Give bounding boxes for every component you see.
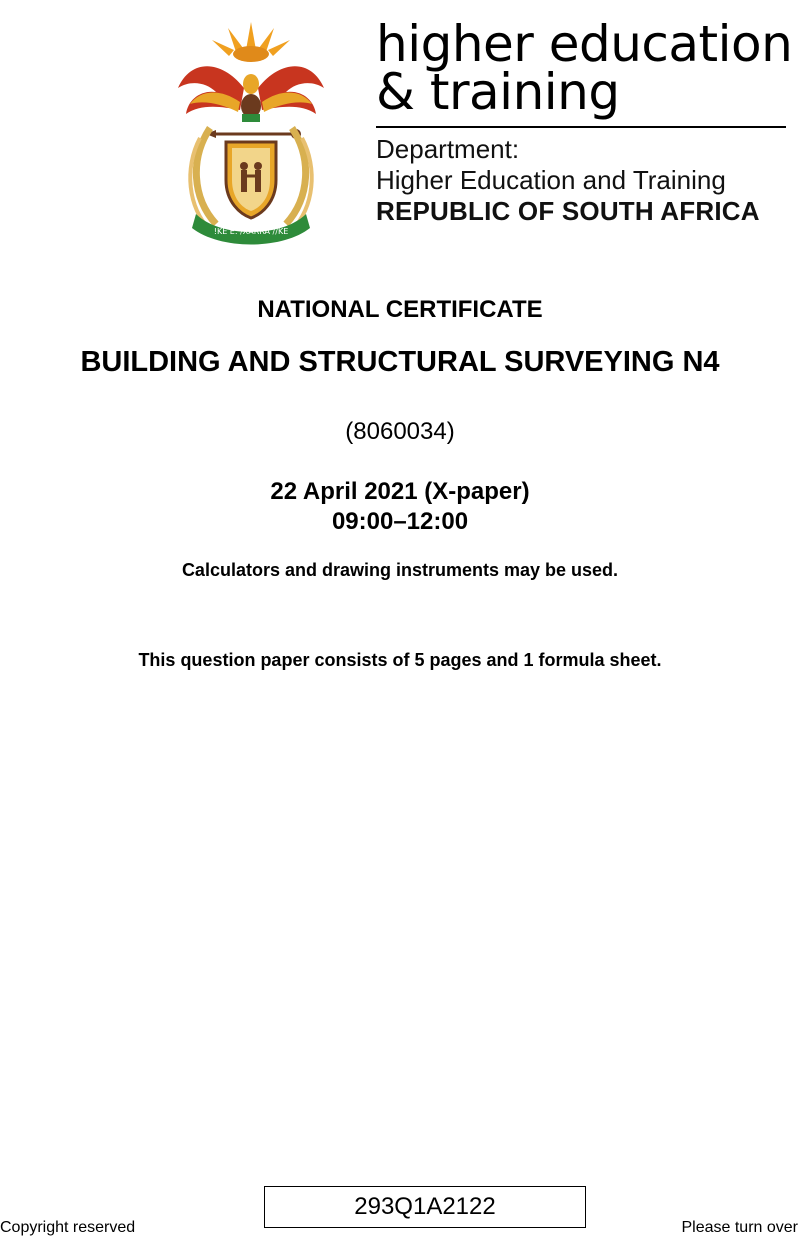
exam-time: 09:00–12:00 [331, 508, 469, 535]
south-africa-coat-of-arms-icon [170, 18, 332, 246]
department-label: Department: [376, 134, 520, 164]
turn-over-notice: Please turn over [681, 1219, 798, 1236]
certificate-title: NATIONAL CERTIFICATE [257, 296, 543, 323]
brand-line-2: & training [376, 63, 620, 121]
department-country: REPUBLIC OF SOUTH AFRICA [376, 196, 760, 226]
subject-code: (8060034) [345, 418, 455, 445]
paper-reference-box: 293Q1A2122 [264, 1186, 586, 1228]
brand-divider [376, 126, 786, 128]
exam-date: 22 April 2021 (X-paper) [270, 478, 530, 505]
department-name: Higher Education and Training [376, 165, 726, 195]
instruction-calculators: Calculators and drawing instruments may be used. [181, 560, 619, 580]
copyright-notice: Copyright reserved [0, 1219, 136, 1236]
department-branding [376, 12, 791, 227]
brand-line-1: higher education [376, 15, 793, 73]
subject-title: BUILDING AND STRUCTURAL SURVEYING N4 [80, 346, 720, 378]
instruction-pages: This question paper consists of 5 pages and 1 formula sheet. [138, 650, 662, 670]
motto-text: !KE E: /XARRA //KE [213, 227, 289, 236]
page-header [0, 0, 800, 260]
